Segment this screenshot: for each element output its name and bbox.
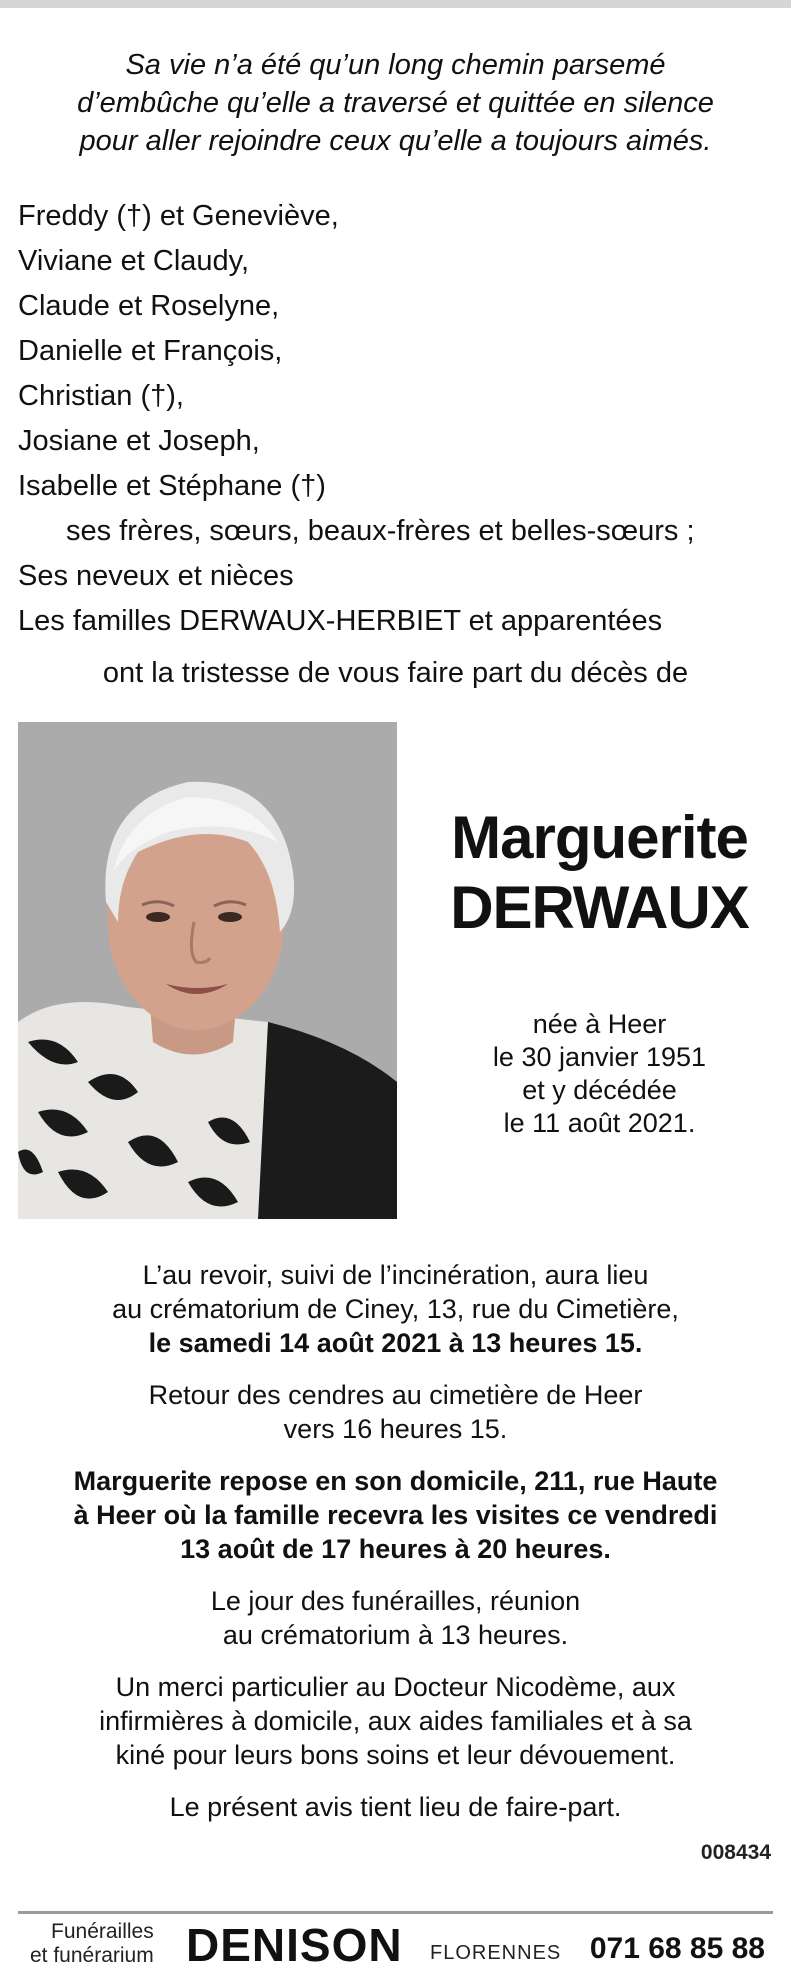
family-member: Josiane et Joseph,: [18, 425, 260, 457]
date-line: le 11 août 2021.: [503, 1108, 696, 1138]
visit-line: 13 août de 17 heures à 20 heures.: [180, 1534, 611, 1564]
date-line: née à Heer: [532, 1009, 667, 1039]
ceremony-line: L’au revoir, suivi de l’incinération, aura lieu: [142, 1260, 649, 1290]
date-line: le 30 janvier 1951: [492, 1042, 707, 1072]
family-member: Freddy (†) et Geneviève,: [18, 200, 339, 232]
date-line: et y décédée: [522, 1075, 677, 1105]
visit-line: à Heer où la famille recevra les visites ce vendredi: [73, 1500, 718, 1530]
thanks-line: infirmières à domicile, aux aides familiales et à sa: [99, 1706, 692, 1736]
announcement: ont la tristesse de vous faire part du décès de: [102, 657, 689, 689]
reference-number: 008434: [700, 1841, 771, 1864]
portrait-photo: [18, 722, 397, 1219]
ashes-line: Retour des cendres au cimetière de Heer: [148, 1380, 643, 1410]
thanks-line: kiné pour leurs bons soins et leur dévouement.: [115, 1740, 676, 1770]
deceased-name: [408, 803, 791, 943]
meeting-line: Le jour des funérailles, réunion: [210, 1586, 581, 1616]
family-member: Les familles DERWAUX-HERBIET et apparentées: [18, 605, 663, 637]
funeral-home-footer: [18, 1911, 773, 1978]
funeral-home-city: FLORENNES: [430, 1942, 562, 1964]
funeral-home-label: [30, 1920, 154, 1968]
family-member: Isabelle et Stéphane (†): [18, 470, 326, 502]
poem-line: Sa vie n’a été qu’un long chemin parsemé: [125, 49, 666, 81]
label-line: et funérarium: [30, 1944, 154, 1967]
ceremony-date: le samedi 14 août 2021 à 13 heures 15.: [148, 1328, 643, 1358]
poem-line: pour aller rejoindre ceux qu’elle a toujours aimés.: [79, 125, 712, 157]
funeral-home-phone: 071 68 85 88: [589, 1932, 765, 1965]
label-line: Funérailles: [51, 1920, 154, 1943]
family-list: [18, 194, 788, 644]
family-member: Ses neveux et nièces: [18, 560, 294, 592]
birth-death-dates: [408, 1008, 791, 1140]
funeral-details: [0, 1258, 791, 1824]
visit-line: Marguerite repose en son domicile, 211, rue Haute: [73, 1466, 718, 1496]
family-member: Danielle et François,: [18, 335, 283, 367]
portrait-illustration: [18, 722, 397, 1219]
last-name: DERWAUX: [450, 874, 749, 941]
family-relation: ses frères, sœurs, beaux-frères et belles-sœurs ;: [66, 515, 695, 547]
meeting-line: au crématorium à 13 heures.: [222, 1620, 569, 1650]
first-name: Marguerite: [451, 804, 748, 871]
thanks-line: Un merci particulier au Docteur Nicodème, aux: [115, 1672, 676, 1702]
notice-line: Le présent avis tient lieu de faire-part.: [169, 1792, 622, 1822]
ceremony-line: au crématorium de Ciney, 13, rue du Cimetière,: [112, 1294, 679, 1324]
funeral-home-brand: DENISON: [186, 1919, 403, 1971]
poem: [0, 46, 791, 160]
family-member: Viviane et Claudy,: [18, 245, 250, 277]
family-member: Claude et Roselyne,: [18, 290, 280, 322]
poem-line: d’embûche qu’elle a traversé et quittée en silence: [77, 87, 714, 119]
ashes-line: vers 16 heures 15.: [283, 1414, 508, 1444]
family-member: Christian (†),: [18, 380, 184, 412]
